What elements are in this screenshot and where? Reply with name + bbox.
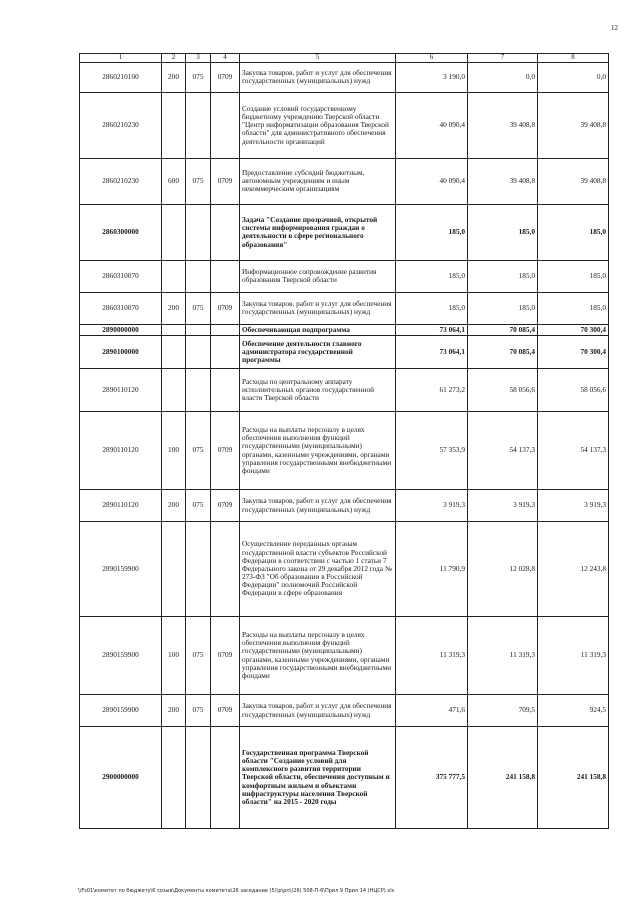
row-value-col6-cell: 185,0: [396, 204, 468, 260]
row-value-col8-cell: 11 319,3: [538, 617, 609, 695]
row-name-cell: Закупка товаров, работ и услуг для обеспечения государственных (муниципальных) нужд: [240, 62, 396, 92]
row-ministry-cell: [186, 260, 211, 292]
table-row: [80, 369, 609, 412]
row-code-cell: 2890159900: [80, 695, 162, 727]
header-cell: 6: [396, 54, 468, 63]
row-section-cell: [211, 336, 240, 369]
row-ministry-cell: [186, 324, 211, 335]
row-value-col7-cell: 185,0: [468, 204, 538, 260]
row-section-cell: 0709: [211, 490, 240, 522]
row-expense-type-cell: [162, 369, 186, 412]
row-expense-type-cell: 200: [162, 292, 186, 324]
table-row: [80, 727, 609, 829]
budget-table: [79, 53, 609, 829]
row-section-cell: 0709: [211, 62, 240, 92]
row-ministry-cell: [186, 369, 211, 412]
row-value-col6-cell: 40 090,4: [396, 92, 468, 158]
row-code-cell: 2890110120: [80, 490, 162, 522]
row-name-cell: Государственная программа Тверской области "Создание условий для комплексного развития территории Тверской области, обеспечения доступным и комфортным жильем и объектами инфраструктуры населения Тверской области" на 2015 - 2020 годы: [240, 727, 396, 829]
table-row: [80, 158, 609, 204]
row-value-col8-cell: 39 408,8: [538, 92, 609, 158]
row-value-col6-cell: 3 919,3: [396, 490, 468, 522]
table-header-row: [80, 54, 609, 63]
table-row: [80, 412, 609, 490]
row-code-cell: 2890000000: [80, 324, 162, 335]
row-value-col8-cell: 12 243,8: [538, 522, 609, 617]
row-ministry-cell: 075: [186, 292, 211, 324]
row-code-cell: 2860210230: [80, 158, 162, 204]
table-row: [80, 324, 609, 335]
row-value-col8-cell: 70 300,4: [538, 324, 609, 335]
row-expense-type-cell: 200: [162, 490, 186, 522]
row-value-col6-cell: 11 319,3: [396, 617, 468, 695]
row-expense-type-cell: [162, 324, 186, 335]
row-value-col8-cell: 70 300,4: [538, 336, 609, 369]
row-value-col6-cell: 73 064,1: [396, 324, 468, 335]
row-name-cell: Расходы по центральному аппарату исполнительных органов государственной власти Тверской области: [240, 369, 396, 412]
row-ministry-cell: 075: [186, 62, 211, 92]
row-name-cell: Задача "Создание прозрачной, открытой системы информирования граждан о деятельности в сфере регионального образования": [240, 204, 396, 260]
row-value-col8-cell: 185,0: [538, 204, 609, 260]
row-value-col6-cell: 185,0: [396, 260, 468, 292]
row-expense-type-cell: [162, 727, 186, 829]
row-expense-type-cell: 200: [162, 695, 186, 727]
row-value-col8-cell: 58 056,6: [538, 369, 609, 412]
header-cell: 4: [211, 54, 240, 63]
row-name-cell: Расходы на выплаты персоналу в целях обеспечения выполнения функций государственными (муниципальными) органами, казенными учреждениями, органами управления государственными внебюджетными фондами: [240, 617, 396, 695]
row-expense-type-cell: [162, 336, 186, 369]
table-row: [80, 617, 609, 695]
row-section-cell: [211, 727, 240, 829]
row-code-cell: 2860310070: [80, 292, 162, 324]
row-value-col6-cell: 11 790,9: [396, 522, 468, 617]
row-value-col8-cell: 924,5: [538, 695, 609, 727]
row-section-cell: [211, 92, 240, 158]
row-expense-type-cell: [162, 204, 186, 260]
row-value-col8-cell: 185,0: [538, 260, 609, 292]
row-value-col6-cell: 57 353,9: [396, 412, 468, 490]
row-value-col6-cell: 40 090,4: [396, 158, 468, 204]
row-ministry-cell: [186, 92, 211, 158]
row-expense-type-cell: [162, 260, 186, 292]
row-value-col7-cell: 241 158,8: [468, 727, 538, 829]
row-code-cell: 2900000000: [80, 727, 162, 829]
row-name-cell: Закупка товаров, работ и услуг для обеспечения государственных (муниципальных) нужд: [240, 292, 396, 324]
row-expense-type-cell: [162, 522, 186, 617]
row-section-cell: 0709: [211, 292, 240, 324]
table-row: [80, 260, 609, 292]
header-cell: 3: [186, 54, 211, 63]
row-name-cell: Расходы на выплаты персоналу в целях обеспечения выполнения функций государственными (муниципальными) органами, казенными учреждениями, органами управления государственными внебюджетными фондами: [240, 412, 396, 490]
row-code-cell: 2860210100: [80, 62, 162, 92]
row-value-col8-cell: 0,0: [538, 62, 609, 92]
table-row: [80, 490, 609, 522]
row-code-cell: 2890159900: [80, 522, 162, 617]
row-ministry-cell: 075: [186, 158, 211, 204]
row-ministry-cell: [186, 727, 211, 829]
row-code-cell: 2890110120: [80, 369, 162, 412]
row-value-col7-cell: 12 028,8: [468, 522, 538, 617]
table-row: [80, 92, 609, 158]
row-section-cell: 0709: [211, 158, 240, 204]
row-section-cell: [211, 204, 240, 260]
row-value-col7-cell: 39 408,8: [468, 92, 538, 158]
row-section-cell: 0709: [211, 695, 240, 727]
row-expense-type-cell: 100: [162, 617, 186, 695]
row-value-col7-cell: 185,0: [468, 292, 538, 324]
row-section-cell: [211, 260, 240, 292]
row-ministry-cell: [186, 336, 211, 369]
row-name-cell: Обеспечивающая подпрограмма: [240, 324, 396, 335]
row-value-col7-cell: 709,5: [468, 695, 538, 727]
row-value-col7-cell: 58 056,6: [468, 369, 538, 412]
row-code-cell: 2890159900: [80, 617, 162, 695]
row-value-col7-cell: 70 085,4: [468, 324, 538, 335]
row-ministry-cell: 075: [186, 490, 211, 522]
row-section-cell: [211, 324, 240, 335]
row-expense-type-cell: 200: [162, 62, 186, 92]
header-cell: 5: [240, 54, 396, 63]
row-value-col8-cell: 241 158,8: [538, 727, 609, 829]
row-name-cell: Закупка товаров, работ и услуг для обеспечения государственных (муниципальных) нужд: [240, 490, 396, 522]
row-value-col7-cell: 11 319,3: [468, 617, 538, 695]
row-value-col6-cell: 375 777,5: [396, 727, 468, 829]
row-code-cell: 2860310070: [80, 260, 162, 292]
row-ministry-cell: [186, 522, 211, 617]
table-row: [80, 204, 609, 260]
table-body: [80, 54, 609, 829]
row-section-cell: 0709: [211, 412, 240, 490]
row-value-col6-cell: 185,0: [396, 292, 468, 324]
row-expense-type-cell: 600: [162, 158, 186, 204]
row-value-col8-cell: 54 137,3: [538, 412, 609, 490]
row-name-cell: Предоставление субсидий бюджетным, автономным учреждениям и иным некоммерческим организациям: [240, 158, 396, 204]
row-value-col7-cell: 70 085,4: [468, 336, 538, 369]
file-path-footer: \\Fs01\комитет по бюджету\6 созыв\Документы комитета\26 заседание (5)\р\рп\(26) 508-П-6\Прил 9 Прил 14 (НЦСР).xls: [78, 888, 395, 894]
row-code-cell: 2890110120: [80, 412, 162, 490]
row-code-cell: 2860300000: [80, 204, 162, 260]
table-row: [80, 336, 609, 369]
row-section-cell: [211, 369, 240, 412]
row-value-col7-cell: 54 137,3: [468, 412, 538, 490]
header-cell: 1: [80, 54, 162, 63]
row-expense-type-cell: [162, 92, 186, 158]
row-code-cell: 2860210230: [80, 92, 162, 158]
header-cell: 2: [162, 54, 186, 63]
row-section-cell: [211, 522, 240, 617]
row-ministry-cell: 075: [186, 617, 211, 695]
row-value-col6-cell: 73 064,1: [396, 336, 468, 369]
row-value-col6-cell: 471,6: [396, 695, 468, 727]
row-name-cell: Обеспечение деятельности главного администратора государственной программы: [240, 336, 396, 369]
header-cell: 8: [538, 54, 609, 63]
row-expense-type-cell: 100: [162, 412, 186, 490]
row-value-col7-cell: 39 408,8: [468, 158, 538, 204]
page-number: 12: [611, 24, 618, 32]
table-row: [80, 292, 609, 324]
header-cell: 7: [468, 54, 538, 63]
row-name-cell: Информационное сопровождение развития образования Тверской области: [240, 260, 396, 292]
row-value-col7-cell: 185,0: [468, 260, 538, 292]
row-ministry-cell: 075: [186, 412, 211, 490]
table-row: [80, 62, 609, 92]
row-value-col8-cell: 39 408,8: [538, 158, 609, 204]
row-ministry-cell: [186, 204, 211, 260]
row-value-col8-cell: 3 919,3: [538, 490, 609, 522]
row-code-cell: 2890100000: [80, 336, 162, 369]
row-ministry-cell: 075: [186, 695, 211, 727]
row-section-cell: 0709: [211, 617, 240, 695]
row-value-col7-cell: 0,0: [468, 62, 538, 92]
table-row: [80, 695, 609, 727]
row-value-col8-cell: 185,0: [538, 292, 609, 324]
table-row: [80, 522, 609, 617]
row-name-cell: Создание условий государственному бюджетному учреждению Тверской области "Центр информатизации образования Тверской области" для административного обеспечения деятельности организаций: [240, 92, 396, 158]
row-name-cell: Осуществление переданных органам государственной власти субъектов Российской Федерации в соответствии с частью 1 статьи 7 Федерального закона от 29 декабря 2012 года № 273-ФЗ "Об образовании в Российской Федерации" полномочий Российской Федерации в сфере образования: [240, 522, 396, 617]
row-name-cell: Закупка товаров, работ и услуг для обеспечения государственных (муниципальных) нужд: [240, 695, 396, 727]
row-value-col6-cell: 61 273,2: [396, 369, 468, 412]
row-value-col6-cell: 3 190,0: [396, 62, 468, 92]
row-value-col7-cell: 3 919,3: [468, 490, 538, 522]
